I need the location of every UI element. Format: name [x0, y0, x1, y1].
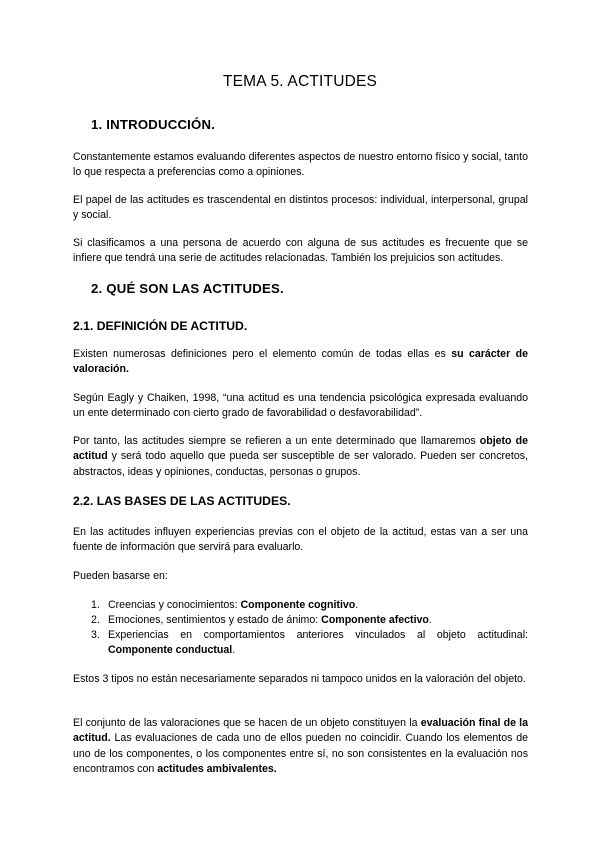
paragraph-definicion-2: Según Eagly y Chaiken, 1998, “una actitud es una tendencia psicológica expresada evaluando un ente determinado con cierto grado de favorabilidad o desfavorabilidad”. [73, 392, 528, 420]
list-number: 3. [91, 629, 100, 641]
paragraph-definicion-1 [73, 347, 528, 378]
subsection-heading-definicion: 2.1. DEFINICIÓN DE ACTITUD. [73, 319, 248, 333]
text-run: y será todo aquello que pueda ser susceptible de ser valorado. Pueden ser concretos, abstractos, ideas y opiniones, conductas, personas o grupos. [73, 450, 528, 478]
paragraph-intro-1: Constantemente estamos evaluando diferentes aspectos de nuestro entorno físico y social, tanto lo que respecta a preferencias como a opiniones. [73, 151, 528, 179]
text-run: Emociones, sentimientos y estado de ánimo: [108, 614, 322, 626]
bold-term: objeto de actitud [73, 435, 528, 463]
section-heading-introduccion: 1. INTRODUCCIÓN. [91, 117, 216, 132]
bold-term: Componente conductual [108, 644, 233, 657]
paragraph-intro-2: El papel de las actitudes es trascendental en distintos procesos: individual, interpersonal, grupal y social. [73, 194, 528, 222]
bold-term: Componente cognitivo [240, 599, 356, 611]
text-run: . [355, 599, 359, 611]
bold-term: evaluación final de la actitud. [73, 717, 528, 745]
paragraph-bases-3: Estos 3 tipos no están necesariamente separados ni tampoco unidos en la valoración del objeto. [73, 673, 526, 685]
paragraph-bases-2: Pueden basarse en: [73, 570, 168, 582]
text-run: El conjunto de las valoraciones que se hacen de un objeto constituyen la [73, 717, 421, 729]
list-number: 2. [91, 614, 100, 626]
bold-term: actitudes ambivalentes. [157, 763, 277, 776]
document-title: TEMA 5. ACTITUDES [222, 73, 378, 90]
text-run: . [126, 363, 129, 376]
subsection-heading-bases: 2.2. LAS BASES DE LAS ACTITUDES. [73, 494, 291, 508]
text-run: Las evaluaciones de cada uno de ellos pueden no coincidir. Cuando los elementos de uno de los componentes, o los componentes entre sí, no son consistentes en la evaluación nos encontramos con [73, 732, 528, 776]
text-run: Por tanto, las actitudes siempre se refieren a un ente determinado que llamaremos [73, 435, 480, 447]
text-run: Creencias y conocimientos: [108, 599, 241, 611]
paragraph-definicion-3 [73, 434, 528, 480]
list-item [91, 598, 528, 613]
list-number: 1. [91, 599, 100, 611]
text-run: . [428, 614, 432, 626]
text-run: Existen numerosas definiciones pero el elemento común de todas ellas es [73, 348, 452, 360]
list-item [91, 613, 528, 628]
text-run: . [232, 644, 236, 657]
paragraph-bases-4 [73, 716, 528, 778]
list-item [91, 628, 528, 659]
section-heading-que-son: 2. QUÉ SON LAS ACTITUDES. [91, 281, 284, 296]
paragraph-intro-3: Si clasificamos a una persona de acuerdo con alguna de sus actitudes es frecuente que se infiere que tendrá una serie de actitudes relacionadas. También los prejuicios son actitudes. [73, 237, 528, 265]
paragraph-bases-1: En las actitudes influyen experiencias previas con el objeto de la actitud, estas van a ser una fuente de información que servirá para evaluarlo. [73, 526, 528, 554]
bold-term: Componente afectivo [321, 614, 429, 626]
bold-term: su carácter de valoración [73, 348, 528, 376]
text-run: Experiencias en comportamientos anteriores vinculados al objeto actitudinal: [108, 629, 528, 641]
